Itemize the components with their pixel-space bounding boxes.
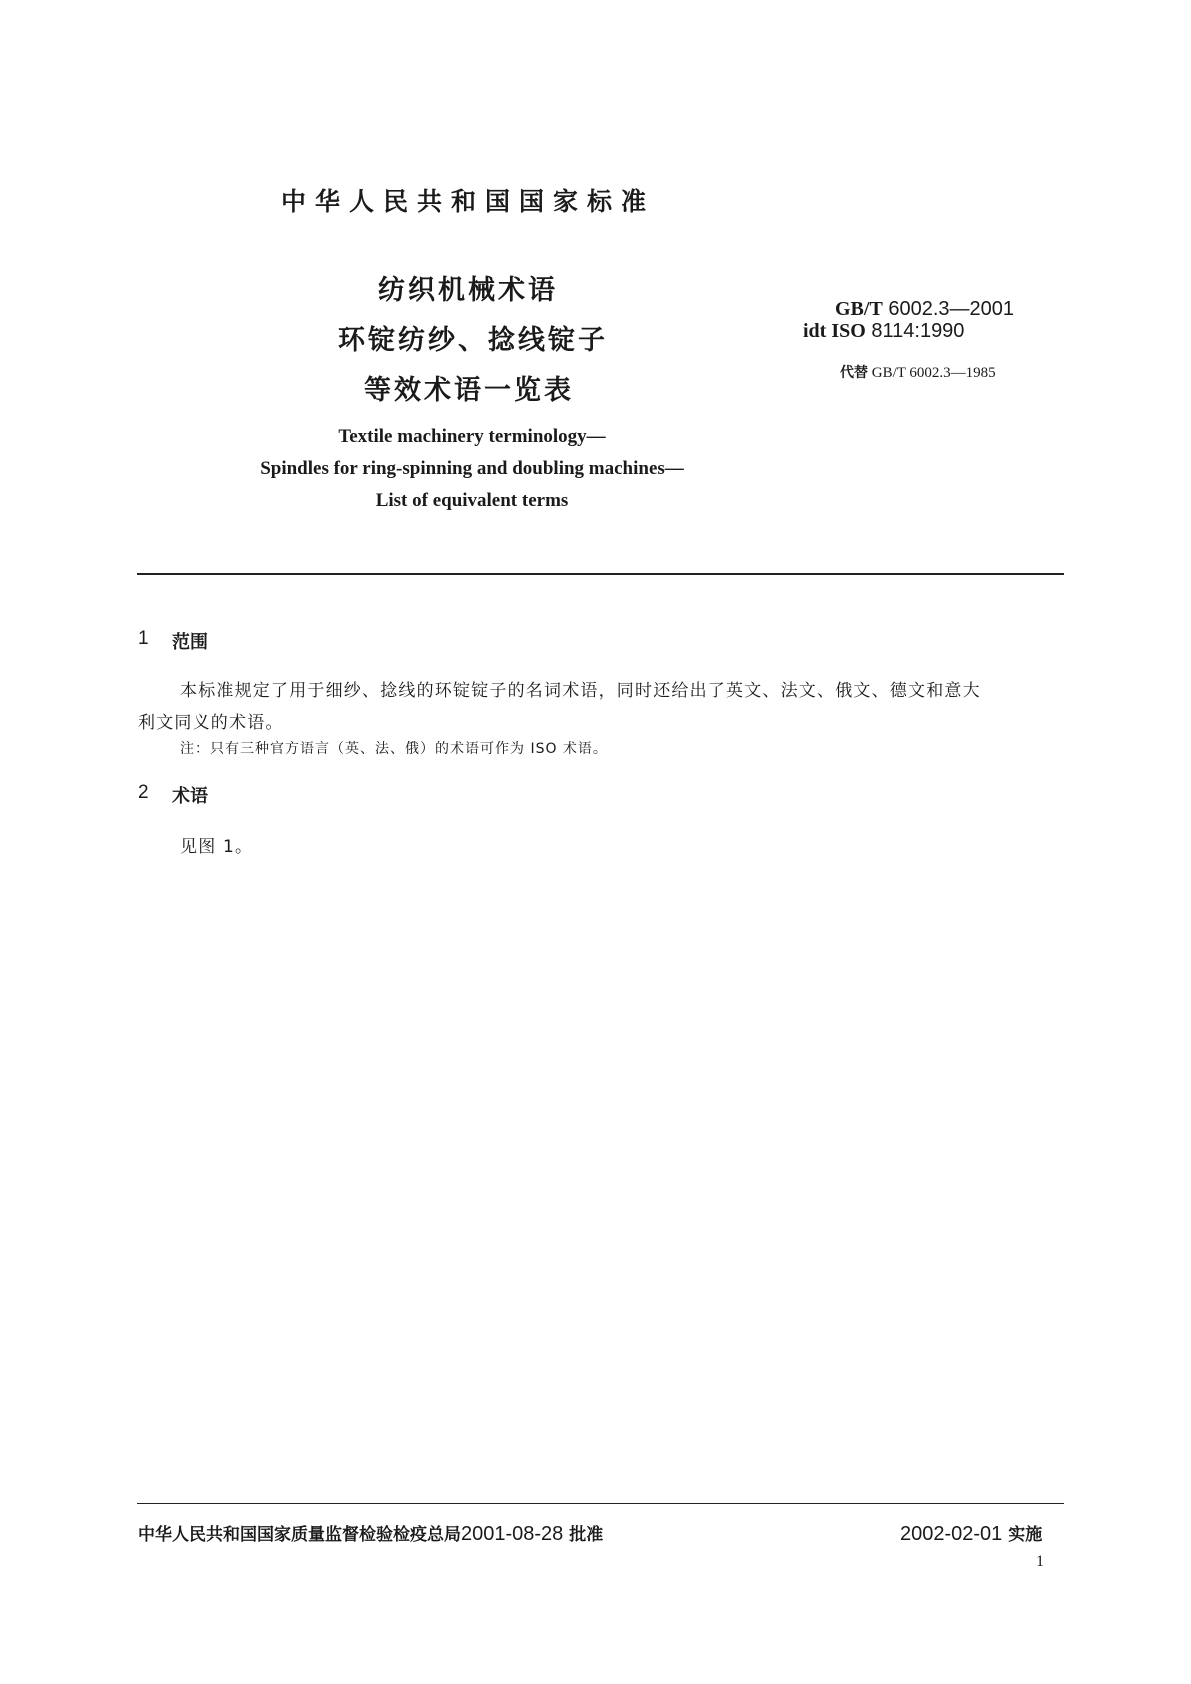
terms-paragraph: 见图 1。 xyxy=(180,837,254,857)
standard-code xyxy=(835,298,1014,321)
page-number: 1 xyxy=(1036,1553,1044,1570)
chinese-title-line-3: 等效术语一览表 xyxy=(364,375,574,406)
standard-code-prefix: GB/T xyxy=(835,298,883,320)
english-title-line-3: List of equivalent terms xyxy=(375,490,569,511)
chinese-title-line-1: 纺织机械术语 xyxy=(378,275,558,306)
national-standard-heading: 中华人民共和国国家标准 xyxy=(281,187,656,216)
effective-line xyxy=(900,1520,1042,1546)
scope-paragraph-line-2: 利文同义的术语。 xyxy=(138,713,284,733)
idt-number: 8114:1990 xyxy=(871,320,965,342)
approved-date: 2001-08-28 xyxy=(461,1523,564,1545)
header-divider xyxy=(137,573,1064,575)
approval-line xyxy=(138,1520,603,1546)
footer-divider xyxy=(137,1503,1064,1504)
english-title-line-1: Textile machinery terminology— xyxy=(338,426,606,447)
section-2-number: 2 xyxy=(138,782,149,803)
idt-prefix: idt ISO xyxy=(803,320,866,342)
chinese-title-line-2: 环锭纺纱、捻线锭子 xyxy=(338,325,608,356)
effective-date: 2002-02-01 xyxy=(900,1523,1003,1545)
replaces-code: GB/T 6002.3—1985 xyxy=(871,365,996,381)
approved-label: 批准 xyxy=(569,1525,604,1545)
issuer: 中华人民共和国国家质量监督检验检疫总局 xyxy=(138,1525,461,1545)
effective-label: 实施 xyxy=(1008,1525,1043,1545)
standard-code-number: 6002.3—2001 xyxy=(888,298,1015,320)
replaces-standard xyxy=(840,362,996,382)
section-1-title: 范围 xyxy=(172,632,208,653)
section-1-number: 1 xyxy=(138,628,149,649)
scope-note: 注：只有三种官方语言（英、法、俄）的术语可作为 ISO 术语。 xyxy=(180,741,608,757)
identical-iso-reference xyxy=(803,320,964,343)
scope-paragraph-line-1: 本标准规定了用于细纱、捻线的环锭锭子的名词术语，同时还给出了英文、法文、俄文、德文和意大 xyxy=(180,681,981,701)
replaces-label: 代替 xyxy=(840,365,868,381)
section-2-title: 术语 xyxy=(172,786,208,807)
english-title-line-2: Spindles for ring-spinning and doubling machines— xyxy=(260,458,684,479)
